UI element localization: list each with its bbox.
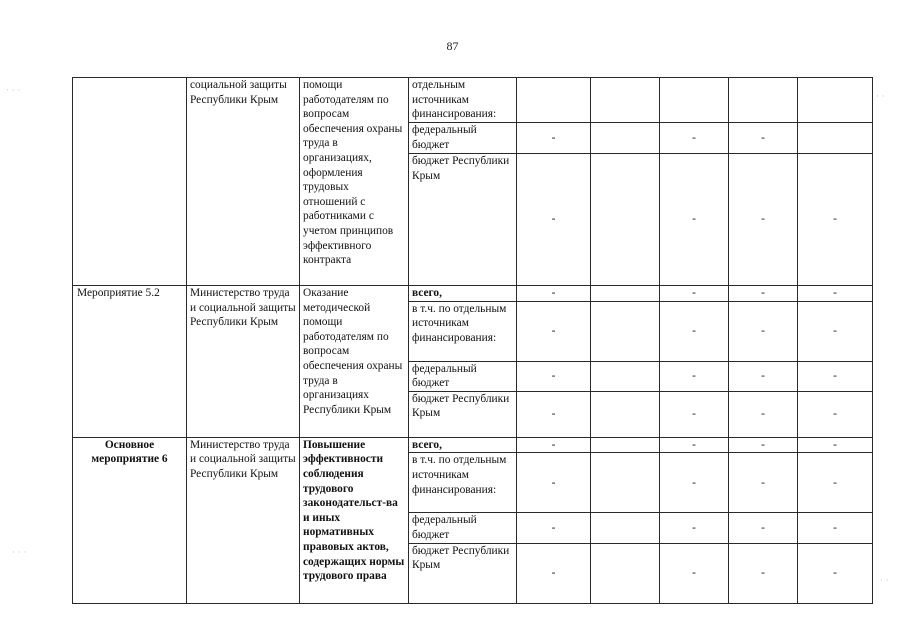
value-cell: - — [798, 453, 873, 513]
value-cell: - — [660, 286, 729, 302]
value-cell: - — [517, 361, 591, 391]
value-cell: - — [660, 543, 729, 603]
table-body — [73, 78, 873, 604]
value-cell: - — [517, 154, 591, 286]
value-cell: - — [517, 453, 591, 513]
value-cell — [660, 78, 729, 123]
value-cell — [591, 543, 660, 603]
value-cell: - — [729, 361, 798, 391]
value-cell — [517, 78, 591, 123]
page-number: 87 — [446, 39, 459, 53]
table-row — [73, 78, 873, 123]
table-row — [73, 286, 873, 302]
funding-source-cell: в т.ч. по отдельным источникам финансирования: — [409, 453, 517, 513]
executor-cell: Министерство труда и социальной защиты Республики Крым — [187, 437, 300, 603]
value-cell: - — [660, 453, 729, 513]
funding-source-cell: федеральный бюджет — [409, 361, 517, 391]
scan-artifact: · · · — [6, 86, 21, 96]
funding-source-cell: всего, — [409, 437, 517, 453]
value-cell: - — [660, 513, 729, 543]
value-cell — [591, 391, 660, 437]
funding-source-cell: бюджет Республики Крым — [409, 154, 517, 286]
executor-cell: Министерство труда и социальной защиты Республики Крым — [187, 286, 300, 438]
funding-source-cell: федеральный бюджет — [409, 513, 517, 543]
table-row — [73, 437, 873, 453]
funding-source-cell: бюджет Республики Крым — [409, 543, 517, 603]
value-cell: - — [517, 513, 591, 543]
description-cell: помощи работодателям по вопросам обеспечения охраны труда в организациях, оформления трудовых отношений с работниками с учетом принципов эффективного контракта — [300, 78, 409, 286]
funding-source-cell: федеральный бюджет — [409, 123, 517, 154]
value-cell: - — [660, 123, 729, 154]
value-cell: - — [660, 361, 729, 391]
value-cell: - — [517, 286, 591, 302]
value-cell: - — [729, 123, 798, 154]
value-cell: - — [798, 301, 873, 361]
executor-cell: социальной защиты Республики Крым — [187, 78, 300, 286]
description-cell: Оказание методической помощи работодателям по вопросам обеспечения охраны труда в организациях Республики Крым — [300, 286, 409, 438]
value-cell: - — [729, 453, 798, 513]
value-cell — [591, 453, 660, 513]
value-cell: - — [729, 301, 798, 361]
value-cell — [591, 301, 660, 361]
measure-cell: Мероприятие 5.2 — [73, 286, 187, 438]
value-cell: - — [729, 286, 798, 302]
value-cell — [591, 513, 660, 543]
value-cell: - — [798, 361, 873, 391]
value-cell: - — [517, 437, 591, 453]
value-cell: - — [729, 154, 798, 286]
scan-artifact: · · — [876, 92, 885, 102]
measure-cell — [73, 78, 187, 286]
value-cell — [798, 123, 873, 154]
value-cell — [591, 78, 660, 123]
value-cell: - — [798, 513, 873, 543]
value-cell: - — [517, 123, 591, 154]
description-cell: Повышение эффективности соблюдения трудового законодательст-ва и иных нормативных правовых актов, содержащих нормы трудового права — [300, 437, 409, 603]
value-cell: - — [729, 513, 798, 543]
value-cell: - — [798, 154, 873, 286]
value-cell — [729, 78, 798, 123]
funding-source-cell: всего, — [409, 286, 517, 302]
scan-artifact: · · · — [12, 548, 27, 558]
value-cell: - — [729, 543, 798, 603]
value-cell — [591, 154, 660, 286]
measure-cell: Основное мероприятие 6 — [73, 437, 187, 603]
value-cell: - — [660, 154, 729, 286]
funding-source-cell: бюджет Республики Крым — [409, 391, 517, 437]
value-cell: - — [517, 543, 591, 603]
value-cell — [591, 361, 660, 391]
value-cell: - — [517, 391, 591, 437]
value-cell: - — [798, 437, 873, 453]
value-cell — [591, 286, 660, 302]
value-cell — [798, 78, 873, 123]
value-cell: - — [798, 543, 873, 603]
value-cell — [591, 437, 660, 453]
value-cell: - — [660, 301, 729, 361]
value-cell: - — [517, 301, 591, 361]
scan-artifact: · · — [880, 576, 889, 586]
funding-source-cell: в т.ч. по отдельным источникам финансирования: — [409, 301, 517, 361]
value-cell — [591, 123, 660, 154]
value-cell: - — [660, 391, 729, 437]
value-cell: - — [729, 391, 798, 437]
value-cell: - — [798, 286, 873, 302]
value-cell: - — [660, 437, 729, 453]
funding-source-cell: отдельным источникам финансирования: — [409, 78, 517, 123]
value-cell: - — [729, 437, 798, 453]
value-cell: - — [798, 391, 873, 437]
budget-table — [72, 77, 873, 604]
